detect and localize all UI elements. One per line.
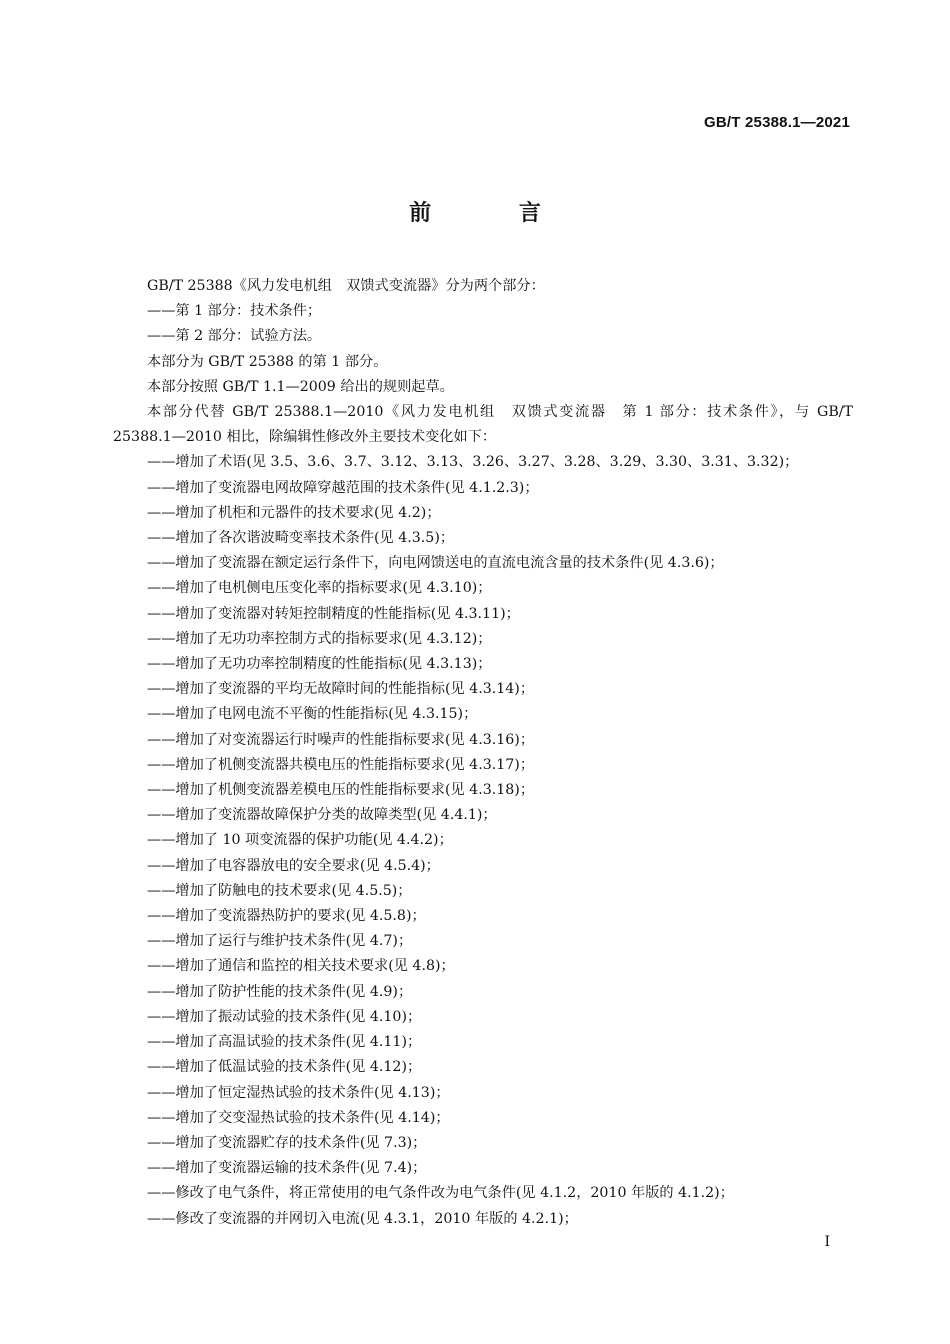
part-list-item: ——第 1 部分：技术条件； bbox=[147, 303, 322, 320]
change-item: ——增加了交变湿热试验的技术条件(见 4.14)； bbox=[147, 1109, 450, 1126]
standard-number: GB/T 25388.1—2021 bbox=[704, 114, 850, 131]
change-item: ——增加了机侧变流器共模电压的性能指标要求(见 4.3.17)； bbox=[147, 756, 535, 773]
change-item: ——增加了防触电的技术要求(见 4.5.5)； bbox=[147, 882, 412, 899]
change-item: ——增加了低温试验的技术条件(见 4.12)； bbox=[147, 1059, 422, 1076]
change-item: ——增加了通信和监控的相关技术要求(见 4.8)； bbox=[147, 958, 455, 975]
change-item: ——增加了防护性能的技术条件(见 4.9)； bbox=[147, 983, 413, 1000]
replacement-paragraph: 本部分代替 GB/T 25388.1—2010《风力发电机组 双馈式变流器 第 1 部分：技术条件》，与 GB/T 25388.1—2010 相比，除编辑性修改外主要技术变化如下： bbox=[113, 404, 853, 446]
page-title: 前 言 bbox=[409, 201, 581, 226]
change-item: ——修改了电气条件，将正常使用的电气条件改为电气条件(见 4.1.2，2010 年版的 4.1.2)； bbox=[147, 1185, 734, 1202]
drafting-rule-paragraph: 本部分按照 GB/T 1.1—2009 给出的规则起草。 bbox=[147, 378, 454, 395]
change-item: ——增加了变流器贮存的技术条件(见 7.3)； bbox=[147, 1134, 427, 1151]
change-item: ——增加了各次谐波畸变率技术条件(见 4.3.5)； bbox=[147, 530, 455, 547]
change-item: ——修改了变流器的并网切入电流(见 4.3.1，2010 年版的 4.2.1)； bbox=[147, 1210, 578, 1227]
change-item: ——增加了电网电流不平衡的性能指标(见 4.3.15)； bbox=[147, 706, 478, 723]
change-item: ——增加了电容器放电的安全要求(见 4.5.4)； bbox=[147, 857, 440, 874]
change-item: ——增加了运行与维护技术条件(见 4.7)； bbox=[147, 933, 413, 950]
change-item: ——增加了高温试验的技术条件(见 4.11)； bbox=[147, 1034, 422, 1051]
page-number: I bbox=[824, 1234, 830, 1250]
change-item: ——增加了电机侧电压变化率的指标要求(见 4.3.10)； bbox=[147, 580, 492, 597]
change-item: ——增加了变流器热防护的要求(见 4.5.8)； bbox=[147, 908, 426, 925]
change-item: ——增加了对变流器运行时噪声的性能指标要求(见 4.3.16)； bbox=[147, 731, 535, 748]
change-item: ——增加了振动试验的技术条件(见 4.10)； bbox=[147, 1008, 422, 1025]
change-item: ——增加了无功功率控制方式的指标要求(见 4.3.12)； bbox=[147, 630, 492, 647]
intro-paragraph: GB/T 25388《风力发电机组 双馈式变流器》分为两个部分： bbox=[147, 278, 545, 294]
change-item: ——增加了变流器运输的技术条件(见 7.4)； bbox=[147, 1160, 427, 1177]
change-item: ——增加了变流器对转矩控制精度的性能指标(见 4.3.11)； bbox=[147, 605, 520, 622]
change-item: ——增加了机侧变流器差模电压的性能指标要求(见 4.3.18)； bbox=[147, 782, 535, 799]
part-list-item: ——第 2 部分：试验方法。 bbox=[147, 328, 322, 345]
scope-paragraph: 本部分为 GB/T 25388 的第 1 部分。 bbox=[147, 353, 388, 370]
change-item: ——增加了变流器故障保护分类的故障类型(见 4.4.1)； bbox=[147, 807, 497, 824]
change-item: ——增加了变流器电网故障穿越范围的技术条件(见 4.1.2.3)； bbox=[147, 479, 539, 496]
change-item: ——增加了机柜和元器件的技术要求(见 4.2)； bbox=[147, 504, 441, 521]
change-item: ——增加了无功功率控制精度的性能指标(见 4.3.13)； bbox=[147, 656, 492, 673]
document-body bbox=[113, 274, 853, 1232]
change-item: ——增加了术语(见 3.5、3.6、3.7、3.12、3.13、3.26、3.27、3.28、3.29、3.30、3.31、3.32)； bbox=[147, 454, 799, 471]
changes-list bbox=[113, 450, 853, 1231]
change-item: ——增加了变流器在额定运行条件下，向电网馈送电的直流电流含量的技术条件(见 4.3.6)； bbox=[147, 555, 724, 572]
change-item: ——增加了变流器的平均无故障时间的性能指标(见 4.3.14)； bbox=[147, 681, 535, 698]
change-item: ——增加了恒定湿热试验的技术条件(见 4.13)； bbox=[147, 1084, 450, 1101]
change-item: ——增加了 10 项变流器的保护功能(见 4.4.2)； bbox=[147, 832, 453, 849]
